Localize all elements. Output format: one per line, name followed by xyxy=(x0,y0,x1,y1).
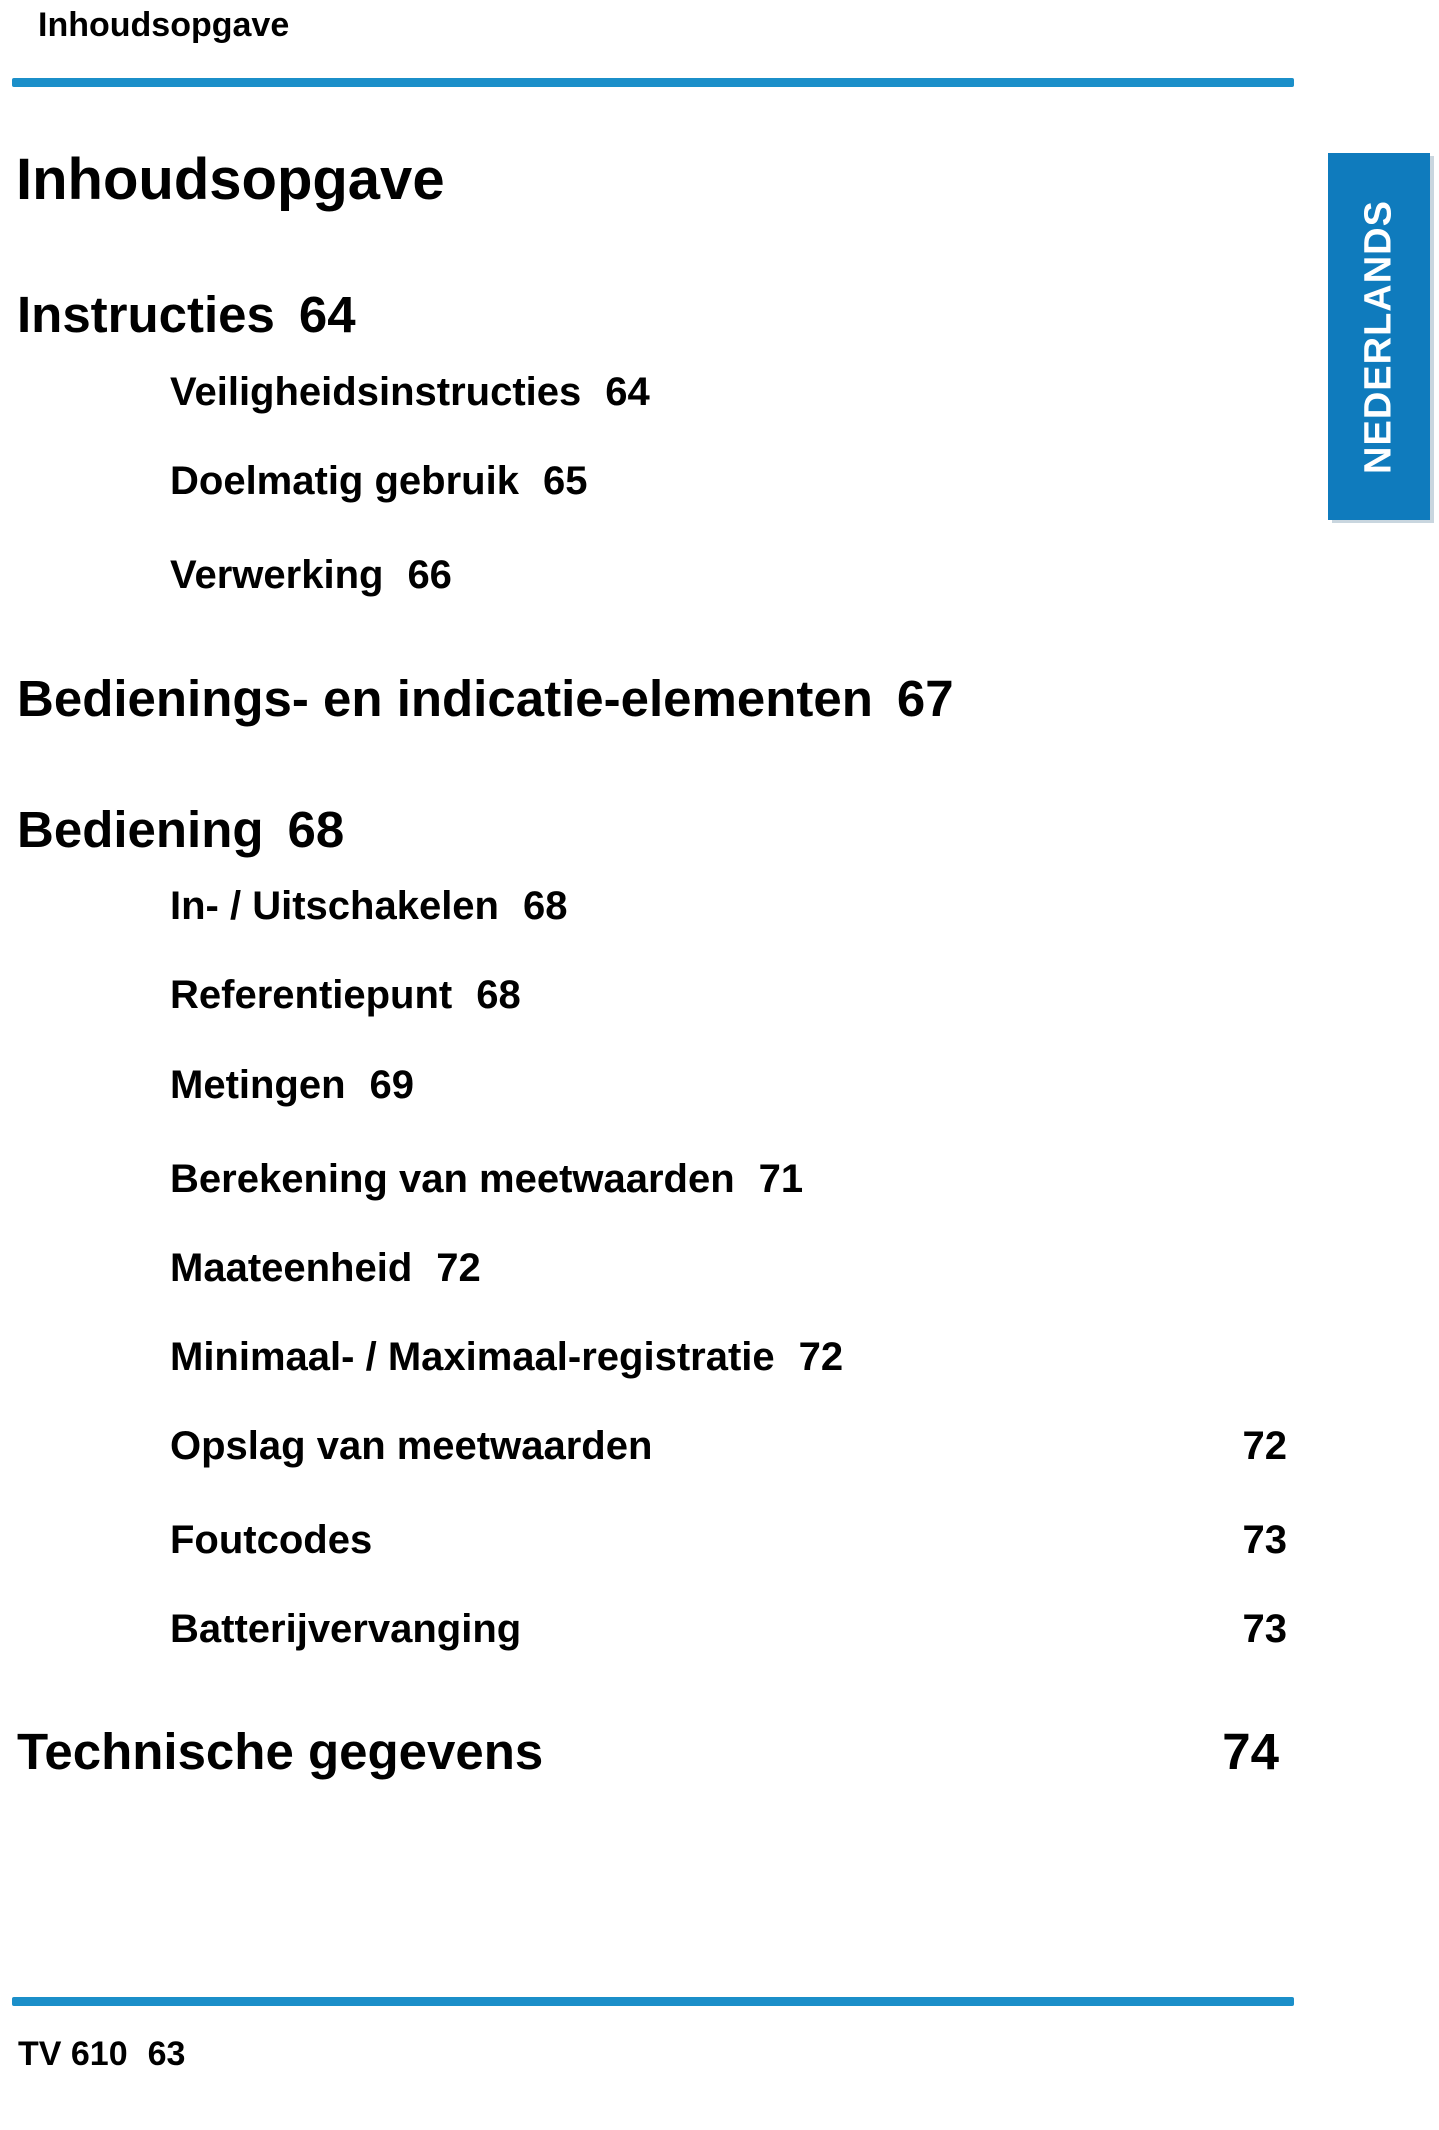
toc-section-title: Instructies xyxy=(17,286,275,343)
toc-section-bediening[interactable] xyxy=(17,800,344,859)
toc-item-veiligheidsinstructies[interactable] xyxy=(170,370,650,415)
toc-item-page: 73 xyxy=(1242,1607,1287,1651)
toc-item-title: Maateenheid xyxy=(170,1246,413,1290)
toc-item-page: 72 xyxy=(436,1246,481,1290)
toc-section-page: 74 xyxy=(1222,1723,1279,1780)
toc-item-berekening[interactable] xyxy=(170,1157,803,1202)
toc-item-verwerking[interactable] xyxy=(170,553,452,598)
toc-item-page: 69 xyxy=(369,1063,415,1107)
toc-item-page: 72 xyxy=(798,1335,844,1379)
toc-section-title: Bedienings- en indicatie-elementen xyxy=(17,670,873,727)
toc-item-page: 68 xyxy=(476,973,521,1017)
toc-section-technische-gegevens[interactable] xyxy=(17,1722,543,1781)
toc-item-referentiepunt[interactable] xyxy=(170,973,521,1018)
toc-item-min-max-registratie[interactable] xyxy=(170,1335,843,1380)
toc-item-doelmatig-gebruik[interactable] xyxy=(170,459,587,504)
toc-item-foutcodes[interactable] xyxy=(170,1518,372,1563)
toc-item-page: 64 xyxy=(605,370,650,414)
toc-item-title: In- / Uitschakelen xyxy=(170,884,499,928)
toc-item-page: 65 xyxy=(542,459,588,503)
running-header: Inhoudsopgave xyxy=(38,6,290,44)
toc-item-title: Doelmatig gebruik xyxy=(170,459,519,503)
toc-item-title: Opslag van meetwaarden xyxy=(170,1424,653,1468)
toc-section-page: 67 xyxy=(896,670,954,727)
toc-section-page: 68 xyxy=(287,801,345,858)
toc-item-page: 73 xyxy=(1242,1518,1287,1562)
toc-item-opslag[interactable] xyxy=(170,1424,652,1469)
toc-item-batterijvervanging[interactable] xyxy=(170,1607,521,1652)
toc-item-title: Foutcodes xyxy=(170,1518,373,1562)
header-rule xyxy=(12,78,1294,87)
toc-section-page: 64 xyxy=(298,286,356,343)
toc-item-title: Veiligheidsinstructies xyxy=(170,370,582,414)
language-tab-label: NEDERLANDS xyxy=(1357,199,1400,474)
toc-item-page: 68 xyxy=(522,884,568,928)
toc-section-title: Technische gegevens xyxy=(17,1723,544,1780)
toc-item-page: 71 xyxy=(758,1157,804,1201)
toc-item-maateenheid[interactable] xyxy=(170,1246,481,1291)
toc-item-title: Berekening van meetwaarden xyxy=(170,1157,735,1201)
footer-rule xyxy=(12,1997,1294,2006)
toc-item-metingen[interactable] xyxy=(170,1063,414,1108)
toc-section-title: Bediening xyxy=(17,801,264,858)
page-title: Inhoudsopgave xyxy=(16,147,445,212)
toc-item-in-uitschakelen[interactable] xyxy=(170,884,567,929)
language-tab[interactable] xyxy=(1328,153,1430,520)
toc-item-page: 72 xyxy=(1242,1424,1287,1468)
footer-page-number: 63 xyxy=(147,2035,186,2073)
toc-section-instructies[interactable] xyxy=(17,285,356,344)
toc-section-bedieningselementen[interactable] xyxy=(17,669,954,728)
toc-item-title: Minimaal- / Maximaal-registratie xyxy=(170,1335,775,1379)
toc-item-title: Verwerking xyxy=(170,553,384,597)
toc-item-title: Referentiepunt xyxy=(170,973,453,1017)
footer-model: TV 610 xyxy=(18,2035,128,2073)
toc-item-title: Metingen xyxy=(170,1063,346,1107)
toc-item-page: 66 xyxy=(407,553,452,597)
toc-item-title: Batterijvervanging xyxy=(170,1607,522,1651)
page-footer xyxy=(18,2035,185,2074)
